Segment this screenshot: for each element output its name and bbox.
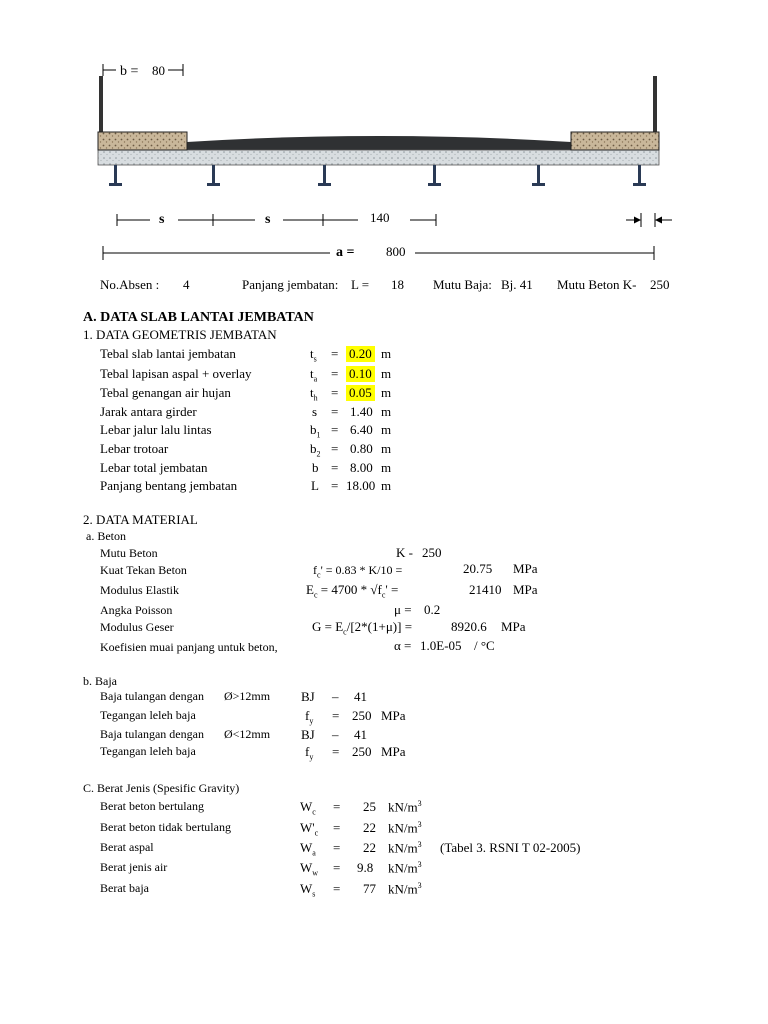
- mutu-beton-k: K -: [396, 545, 413, 560]
- row-label: Tebal genangan air hujan: [100, 385, 231, 400]
- row-symbol: $t_h$: [310, 385, 318, 403]
- modulus-geser-label: Modulus Geser: [100, 620, 174, 634]
- row-unit: m: [381, 404, 392, 419]
- a-dimension-value: 800: [386, 244, 406, 259]
- row-equals: =: [333, 799, 341, 814]
- modulus-elastik-value: 21410: [469, 582, 502, 597]
- row-value-highlighted[interactable]: 0.05: [346, 385, 375, 401]
- row-label: Lebar jalur lalu lintas: [100, 422, 212, 437]
- modulus-elastik-unit: MPa: [513, 582, 538, 597]
- b-dimension-value: 80: [152, 63, 165, 78]
- baja-title: b. Baja: [83, 674, 117, 688]
- row-unit: m: [381, 422, 392, 437]
- row-equals: =: [332, 708, 340, 723]
- row-label: Baja tulangan dengan: [100, 727, 204, 741]
- koefisien-muai-symbol: α =: [394, 638, 412, 653]
- material-title: 2. DATA MATERIAL: [83, 512, 198, 527]
- row-value: 250: [352, 708, 372, 723]
- row-equals: =: [333, 860, 341, 875]
- panjang-value: 18: [391, 277, 404, 292]
- poisson-symbol: μ =: [394, 602, 412, 617]
- row-equals: =: [331, 366, 339, 381]
- kuat-tekan-label: Kuat Tekan Beton: [100, 563, 187, 577]
- row-unit: m: [381, 385, 392, 400]
- modulus-geser-formula: $G = E_c/[2*(1+\mu)]$ =: [312, 619, 413, 637]
- modulus-geser-unit: MPa: [501, 619, 526, 634]
- kuat-tekan-value: 20.75: [463, 561, 493, 576]
- section-a-title: A. DATA SLAB LANTAI JEMBATAN: [83, 310, 314, 325]
- row-value: 22: [363, 820, 376, 835]
- mutu-beton-label: Mutu Beton K-: [557, 277, 637, 292]
- koefisien-muai-unit: / °C: [474, 638, 495, 653]
- row-symbol: L: [311, 478, 319, 493]
- b-dimension-label: b =: [120, 64, 139, 79]
- row-symbol: s: [312, 404, 318, 419]
- bridge-cross-section-diagram: [0, 0, 768, 280]
- row-equals: =: [333, 881, 341, 896]
- row-symbol: $b_2$: [310, 441, 321, 459]
- row-value: 77: [363, 881, 376, 896]
- row-label: Tegangan leleh baja: [100, 744, 196, 758]
- row-symbol: b: [312, 460, 319, 475]
- a-dimension-label: a =: [336, 245, 355, 260]
- koefisien-muai-value: 1.0E-05: [420, 638, 462, 653]
- row-symbol: $W_a$: [300, 840, 316, 858]
- row-symbol: $b_1$: [310, 422, 321, 440]
- row-value-highlighted[interactable]: 0.10: [346, 366, 375, 382]
- mutu-beton-row-value: 250: [422, 545, 442, 560]
- panjang-symbol: L =: [351, 277, 370, 292]
- row-equals: =: [331, 385, 339, 400]
- row-label: Berat beton tidak bertulang: [100, 820, 231, 834]
- kuat-tekan-formula: $f_c' = 0.83 * K/10$ =: [313, 563, 403, 580]
- row-value: 41: [354, 727, 367, 742]
- row-symbol: $W_s$: [300, 881, 316, 899]
- row-label: Lebar trotoar: [100, 441, 169, 456]
- row-equals: =: [333, 820, 341, 835]
- row-equals: =: [331, 460, 339, 475]
- mutu-beton-value: 250: [650, 277, 670, 292]
- s-dimension-label-1: s: [159, 212, 165, 227]
- row-value: 18.00: [346, 478, 376, 493]
- row-unit: m: [381, 441, 392, 456]
- panjang-label: Panjang jembatan:: [242, 277, 339, 292]
- row-unit: $kN/m^3$: [388, 881, 422, 897]
- row-equals: =: [333, 840, 341, 855]
- row-value: 41: [354, 689, 367, 704]
- row-unit: $kN/m^3$: [388, 820, 422, 836]
- row-unit: MPa: [381, 708, 406, 723]
- row-value: 22: [363, 840, 376, 855]
- modulus-elastik-label: Modulus Elastik: [100, 583, 180, 597]
- row-label: Tegangan leleh baja: [100, 708, 196, 722]
- row-label: Baja tulangan dengan: [100, 689, 204, 703]
- row-symbol: $t_s$: [310, 346, 317, 364]
- row-symbol: $W'_c$: [300, 820, 319, 838]
- kuat-tekan-unit: MPa: [513, 561, 538, 576]
- row-value: 1.40: [350, 404, 373, 419]
- row-symbol: $f_y$: [305, 744, 314, 762]
- left-sidewalk: [98, 132, 187, 150]
- asphalt-layer: [187, 136, 571, 150]
- row-symbol: BJ: [301, 689, 315, 704]
- koefisien-muai-label: Koefisien muai panjang untuk beton,: [100, 640, 278, 654]
- modulus-geser-value: 8920.6: [451, 619, 487, 634]
- modulus-elastik-formula: $E_c = 4700 * √f_c'$ =: [306, 582, 399, 600]
- row-equals: =: [331, 346, 339, 361]
- row-symbol: $f_y$: [305, 708, 314, 726]
- row-unit: MPa: [381, 744, 406, 759]
- row-label: Tebal lapisan aspal + overlay: [100, 366, 252, 381]
- row-value: 8.00: [350, 460, 373, 475]
- row-equals: =: [332, 744, 340, 759]
- mutu-baja-value: Bj. 41: [501, 277, 533, 292]
- row-unit: $kN/m^3$: [388, 840, 422, 856]
- row-unit: $kN/m^3$: [388, 860, 422, 876]
- mutu-baja-label: Mutu Baja:: [433, 277, 492, 292]
- row-unit: m: [381, 460, 392, 475]
- overhang-dimension-value: 140: [370, 210, 390, 225]
- row-value: 0.80: [350, 441, 373, 456]
- right-railing: [653, 76, 657, 132]
- right-sidewalk: [571, 132, 659, 150]
- row-label: Tebal slab lantai jembatan: [100, 346, 236, 361]
- row-value: 250: [352, 744, 372, 759]
- beton-title: a. Beton: [86, 529, 126, 543]
- row-label: Panjang bentang jembatan: [100, 478, 238, 493]
- row-label: Jarak antara girder: [100, 404, 197, 419]
- girders: [109, 165, 646, 186]
- row-unit: m: [381, 366, 392, 381]
- row-label: Lebar total jembatan: [100, 460, 208, 475]
- absen-label: No.Absen :: [100, 277, 160, 292]
- row-label: Berat baja: [100, 881, 149, 895]
- row-condition: Ø<12mm: [224, 727, 271, 741]
- row-label: Berat aspal: [100, 840, 154, 854]
- absen-value: 4: [183, 277, 190, 292]
- deck-slab: [98, 150, 659, 165]
- row-equals: =: [331, 478, 339, 493]
- row-unit: m: [381, 346, 392, 361]
- geometry-subtitle: 1. DATA GEOMETRIS JEMBATAN: [83, 327, 277, 342]
- row-equals: –: [332, 689, 339, 704]
- row-equals: =: [331, 404, 339, 419]
- row-symbol: $W_c$: [300, 799, 316, 817]
- row-value: 6.40: [350, 422, 373, 437]
- rsni-reference-note: (Tabel 3. RSNI T 02-2005): [440, 840, 581, 855]
- row-value: 25: [363, 799, 376, 814]
- row-symbol: BJ: [301, 727, 315, 742]
- row-equals: =: [331, 441, 339, 456]
- row-label: Berat jenis air: [100, 860, 168, 874]
- row-equals: =: [331, 422, 339, 437]
- mutu-beton-row-label: Mutu Beton: [100, 546, 158, 560]
- row-value: 9.8: [357, 860, 374, 875]
- row-value-highlighted[interactable]: 0.20: [346, 346, 375, 362]
- row-symbol: $t_a$: [310, 366, 318, 384]
- row-equals: –: [332, 727, 339, 742]
- poisson-value: 0.2: [424, 602, 441, 617]
- row-symbol: $W_w$: [300, 860, 319, 878]
- left-railing: [99, 76, 103, 132]
- poisson-label: Angka Poisson: [100, 603, 173, 617]
- row-unit: $kN/m^3$: [388, 799, 422, 815]
- berat-jenis-title: C. Berat Jenis (Spesific Gravity): [83, 781, 240, 795]
- row-label: Berat beton bertulang: [100, 799, 204, 813]
- row-condition: Ø>12mm: [224, 689, 271, 703]
- row-unit: m: [381, 478, 392, 493]
- s-dimension-label-2: s: [265, 212, 271, 227]
